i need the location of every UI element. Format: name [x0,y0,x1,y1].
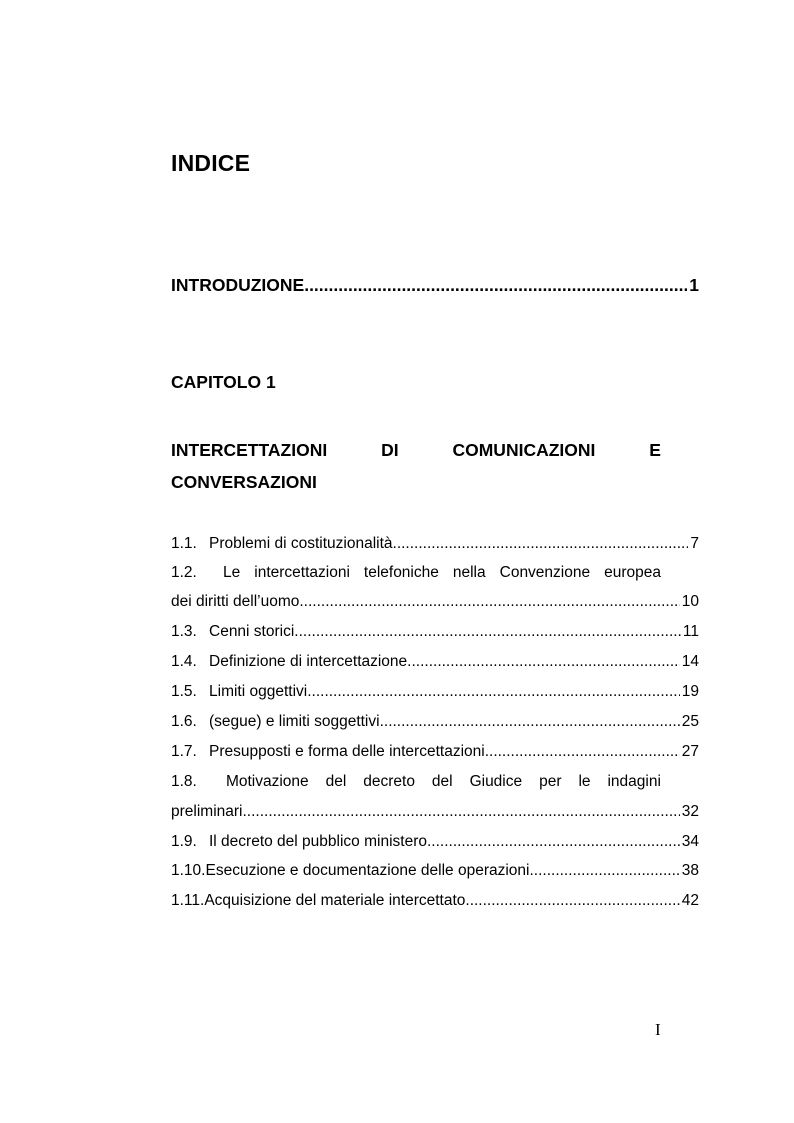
toc-entry-word: europea [604,564,661,581]
toc-entry-label: preliminari [171,803,243,820]
toc-entry-1-2-line1[interactable] [171,564,661,582]
toc-entry-number: 1.1. [171,535,197,552]
chapter-title-word: DI [381,440,399,460]
toc-entry-page: 7 [690,535,699,552]
toc-entry-label: Limiti oggettivi [209,683,308,700]
toc-entry-page: 19 [681,683,699,700]
toc-entry-label: Esecuzione e documentazione delle operazioni [205,862,530,879]
toc-entry-word: del [325,773,347,790]
dot-leader [427,833,680,851]
toc-entry-page: 32 [681,803,699,820]
dot-leader [307,683,680,701]
toc-entry-1-5[interactable] [171,683,699,701]
toc-entry-word: del [431,773,453,790]
toc-entry-word: Motivazione [225,773,309,790]
toc-entry-1-1[interactable] [171,535,699,553]
toc-entry-label: dei diritti dell’uomo [171,593,300,610]
toc-entry-1-8-line1[interactable] [171,773,661,791]
toc-entry-label: Cenni storici [209,623,295,640]
toc-entry-number: 1.9. [171,833,197,850]
toc-entry-label: Presupposti e forma delle intercettazioni [209,743,485,760]
toc-entry-introduzione[interactable] [171,275,699,296]
toc-entry-label: Acquisizione del materiale intercettato [204,892,466,909]
toc-entry-number: 1.6. [171,713,197,730]
dot-leader [243,803,680,821]
toc-entry-word: decreto [363,773,415,790]
toc-entry-number: 1.7. [171,743,197,760]
dot-leader [299,593,679,611]
chapter-title-word: INTERCETTAZIONI [171,440,328,460]
toc-entry-page: 14 [681,653,699,670]
toc-entry-label: INTRODUZIONE [171,275,305,295]
toc-entry-number: 1.5. [171,683,197,700]
toc-entry-page: 11 [682,623,699,640]
toc-entry-word: Le [223,564,241,581]
toc-entry-page: 42 [681,892,699,909]
toc-entry-word: Giudice [469,773,523,790]
toc-entry-word: telefoniche [363,564,439,581]
dot-leader [294,623,681,641]
toc-entry-1-2-line2[interactable] [171,593,699,611]
chapter-title-word: E [649,440,661,460]
toc-entry-number: 1.11. [171,892,205,909]
dot-leader [465,892,679,910]
dot-leader [407,653,680,671]
dot-leader [393,535,689,553]
toc-entry-word: Convenzione [499,564,591,581]
toc-entry-1-3[interactable] [171,623,699,641]
toc-entry-page: 25 [681,713,699,730]
toc-entry-number: 1.10. [171,862,206,879]
toc-entry-1-11[interactable] [171,892,699,910]
toc-entry-1-10[interactable] [171,862,699,880]
toc-entry-number: 1.4. [171,653,197,670]
dot-leader [529,862,679,880]
dot-leader [485,743,680,761]
toc-entry-1-4[interactable] [171,653,699,671]
chapter-title-word: COMUNICAZIONI [452,440,596,460]
toc-entry-1-8-line2[interactable] [171,803,699,821]
toc-entry-word: intercettazioni [254,564,350,581]
toc-entry-label: Il decreto del pubblico ministero [209,833,427,850]
toc-entry-number: 1.2. [171,564,197,581]
toc-entry-page: 27 [681,743,699,760]
toc-entry-label: (segue) e limiti soggettivi [209,713,380,730]
toc-entry-page: 34 [681,833,699,850]
toc-entry-1-7[interactable] [171,743,699,761]
toc-entry-page: 38 [681,862,699,879]
page-number: I [655,1020,661,1039]
toc-entry-number: 1.8. [171,773,197,790]
chapter-title [171,434,661,498]
toc-entry-number: 1.3. [171,623,197,640]
toc-entry-label: Definizione di intercettazione [209,653,408,670]
toc-entry-1-6[interactable] [171,713,699,731]
chapter-label: CAPITOLO 1 [171,372,276,392]
toc-entry-page: 10 [681,593,699,610]
toc-entry-label: Problemi di costituzionalità [209,535,393,552]
toc-entry-word: le [578,773,591,790]
dot-leader [304,275,687,296]
dot-leader [380,713,680,731]
chapter-title-line2: CONVERSAZIONI [171,472,317,492]
toc-entry-word: indagini [607,773,661,790]
toc-entry-page: 1 [689,275,699,295]
page-title: INDICE [171,150,251,176]
toc-entry-word: nella [452,564,486,581]
toc-entry-1-9[interactable] [171,833,699,851]
toc-entry-word: per [539,773,562,790]
